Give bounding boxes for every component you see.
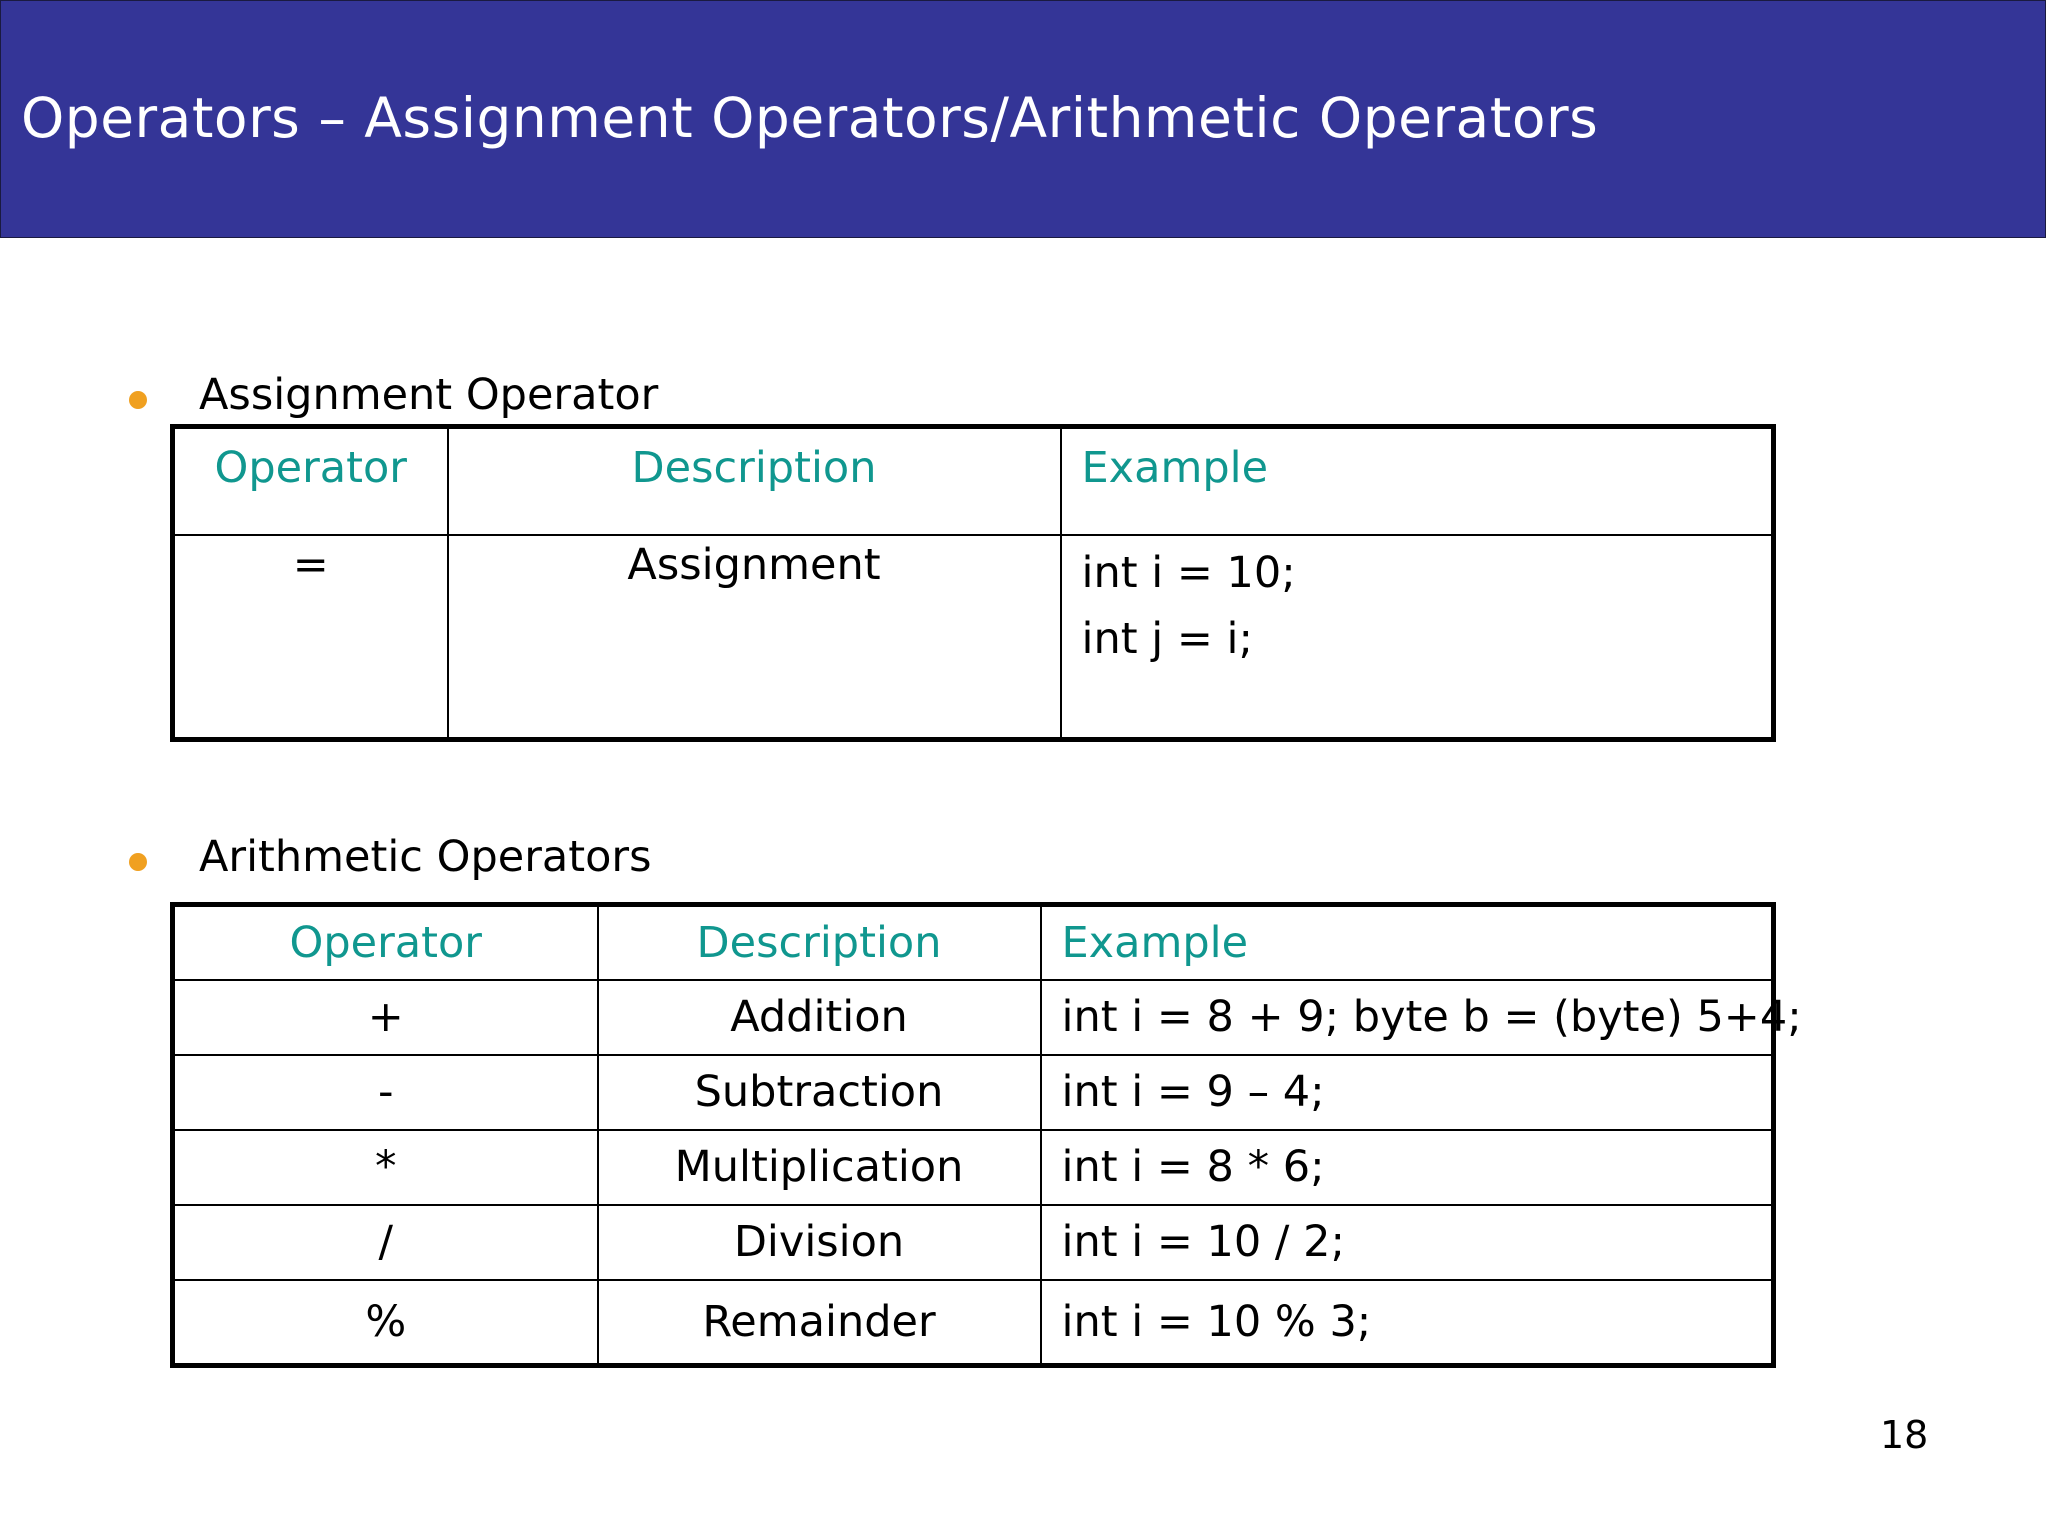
example-line: int j = i; — [1081, 613, 1253, 664]
example-line: int i = 10; — [1081, 547, 1296, 598]
assignment-operator-table — [170, 424, 1776, 742]
example-cell: int i = 10 % 3; — [1041, 1280, 1774, 1366]
table-row — [173, 1130, 1774, 1205]
operator-cell: = — [173, 535, 448, 740]
table-row — [173, 1055, 1774, 1130]
table-header-row — [173, 905, 1774, 980]
description-cell: Addition — [598, 980, 1041, 1055]
slide-title: Operators – Assignment Operators/Arithmetic Operators — [21, 86, 1599, 150]
header-description: Description — [598, 905, 1041, 980]
bullet-icon — [129, 391, 147, 409]
table-row — [173, 1205, 1774, 1280]
example-cell — [1061, 535, 1774, 740]
description-cell: Assignment — [448, 535, 1061, 740]
operator-cell: + — [173, 980, 598, 1055]
page-number: 18 — [1880, 1413, 1929, 1457]
example-cell: int i = 8 * 6; — [1041, 1130, 1774, 1205]
description-cell: Remainder — [598, 1280, 1041, 1366]
operator-cell: - — [173, 1055, 598, 1130]
description-cell: Subtraction — [598, 1055, 1041, 1130]
example-cell: int i = 8 + 9; byte b = (byte) 5+4; — [1041, 980, 1774, 1055]
description-cell: Division — [598, 1205, 1041, 1280]
description-cell: Multiplication — [598, 1130, 1041, 1205]
table-row — [173, 535, 1774, 740]
operator-cell: % — [173, 1280, 598, 1366]
header-example: Example — [1061, 427, 1774, 535]
table-row — [173, 1280, 1774, 1366]
header-example: Example — [1041, 905, 1774, 980]
operator-cell: * — [173, 1130, 598, 1205]
header-operator: Operator — [173, 427, 448, 535]
arithmetic-operators-table — [170, 902, 1802, 1368]
example-cell: int i = 9 – 4; — [1041, 1055, 1774, 1130]
table-header-row — [173, 427, 1774, 535]
operator-cell: / — [173, 1205, 598, 1280]
arithmetic-section-label: Arithmetic Operators — [199, 832, 652, 882]
bullet-icon — [129, 853, 147, 871]
header-operator: Operator — [173, 905, 598, 980]
header-description: Description — [448, 427, 1061, 535]
example-cell: int i = 10 / 2; — [1041, 1205, 1774, 1280]
title-bar — [0, 0, 2046, 238]
table-row — [173, 980, 1774, 1055]
assignment-section-label: Assignment Operator — [199, 370, 659, 420]
